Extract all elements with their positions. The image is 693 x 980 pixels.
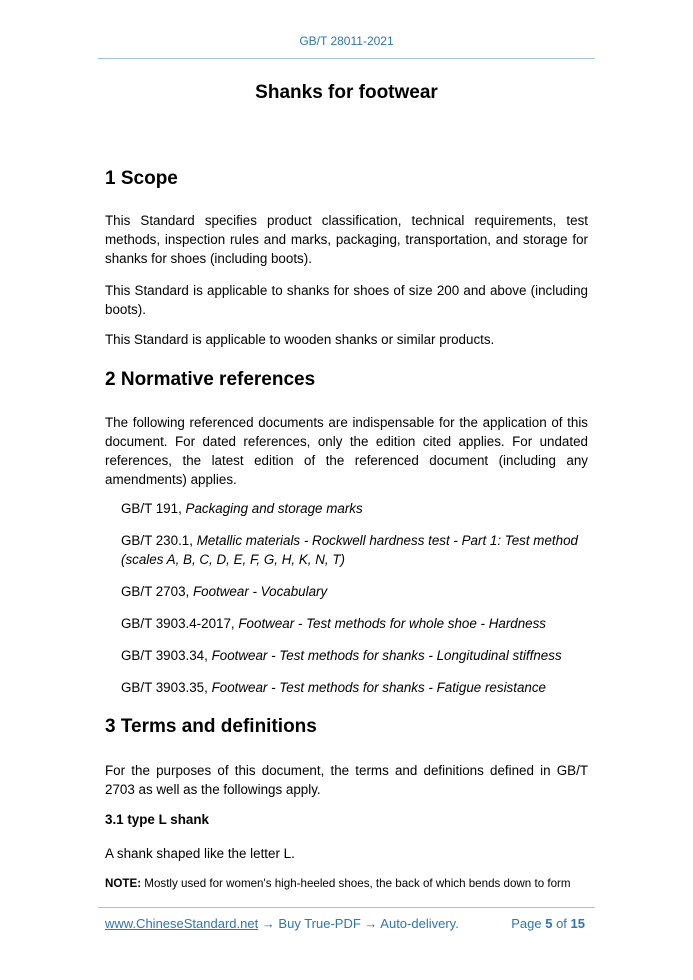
footer-website-link[interactable]: www.ChineseStandard.net [105,916,259,931]
section-heading-normative-references: 2 Normative references [105,369,316,390]
reference-title: Footwear - Test methods for whole shoe - Hardness [238,616,547,631]
header-standard-code: GB/T 28011-2021 [299,34,394,48]
terms-intro: For the purposes of this document, the terms and definitions defined in GB/T 2703 as well as the followings apply. [105,763,588,797]
note-text: Mostly used for women's high-heeled shoes, the back of which bends down to form [141,877,571,890]
reference-code: GB/T 2703, [121,584,193,599]
page-of: of [552,916,571,931]
term-heading: 3.1 type L shank [105,812,209,827]
reference-item [121,499,591,518]
reference-title: Packaging and storage marks [185,501,363,516]
reference-item [121,678,591,697]
reference-code: GB/T 3903.34, [121,648,212,663]
reference-code: GB/T 230.1, [121,533,197,548]
reference-title: Footwear - Test methods for shanks - Longitudinal stiffness [211,648,562,663]
reference-item [121,531,591,569]
page-label: Page [511,916,546,931]
document-title: Shanks for footwear [255,82,438,103]
reference-title: Footwear - Test methods for shanks - Fatigue resistance [211,680,546,695]
scope-paragraph-1: This Standard specifies product classification, technical requirements, test methods, inspection rules and marks, packaging, transportation, and storage for shanks for shoes (including boots). [105,213,588,266]
reference-code: GB/T 3903.35, [121,680,212,695]
footer-promo [105,916,459,931]
header-divider [98,58,595,59]
reference-code: GB/T 3903.4-2017, [121,616,239,631]
scope-paragraph-2: This Standard is applicable to shanks for shoes of size 200 and above (including boots). [105,283,588,317]
reference-item [121,582,591,601]
section-heading-terms-definitions: 3 Terms and definitions [105,716,317,737]
page-current: 5 [545,916,553,931]
reference-title: Metallic materials - Rockwell hardness test - Part 1: Test method (scales A, B, C, D, E, F, G, H, K, N, T) [121,533,578,567]
note-label: NOTE: [105,877,142,890]
reference-item [121,614,591,633]
term-definition: A shank shaped like the letter L. [105,846,295,861]
scope-paragraph-3: This Standard is applicable to wooden shanks or similar products. [105,332,495,347]
page-indicator [511,916,585,931]
term-note [105,877,571,890]
reference-title: Footwear - Vocabulary [192,584,328,599]
normative-intro: The following referenced documents are indispensable for the application of this document. For dated references, only the edition cited applies. For undated references, the latest edition of the referenced document (including any amendments) applies. [105,415,588,487]
section-heading-scope: 1 Scope [105,168,178,189]
page-total: 15 [570,916,585,931]
footer-promo-text: → Buy True-PDF → Auto-delivery. [258,916,459,931]
footer-divider [98,907,595,908]
reference-code: GB/T 191, [121,501,186,516]
reference-item [121,646,591,665]
